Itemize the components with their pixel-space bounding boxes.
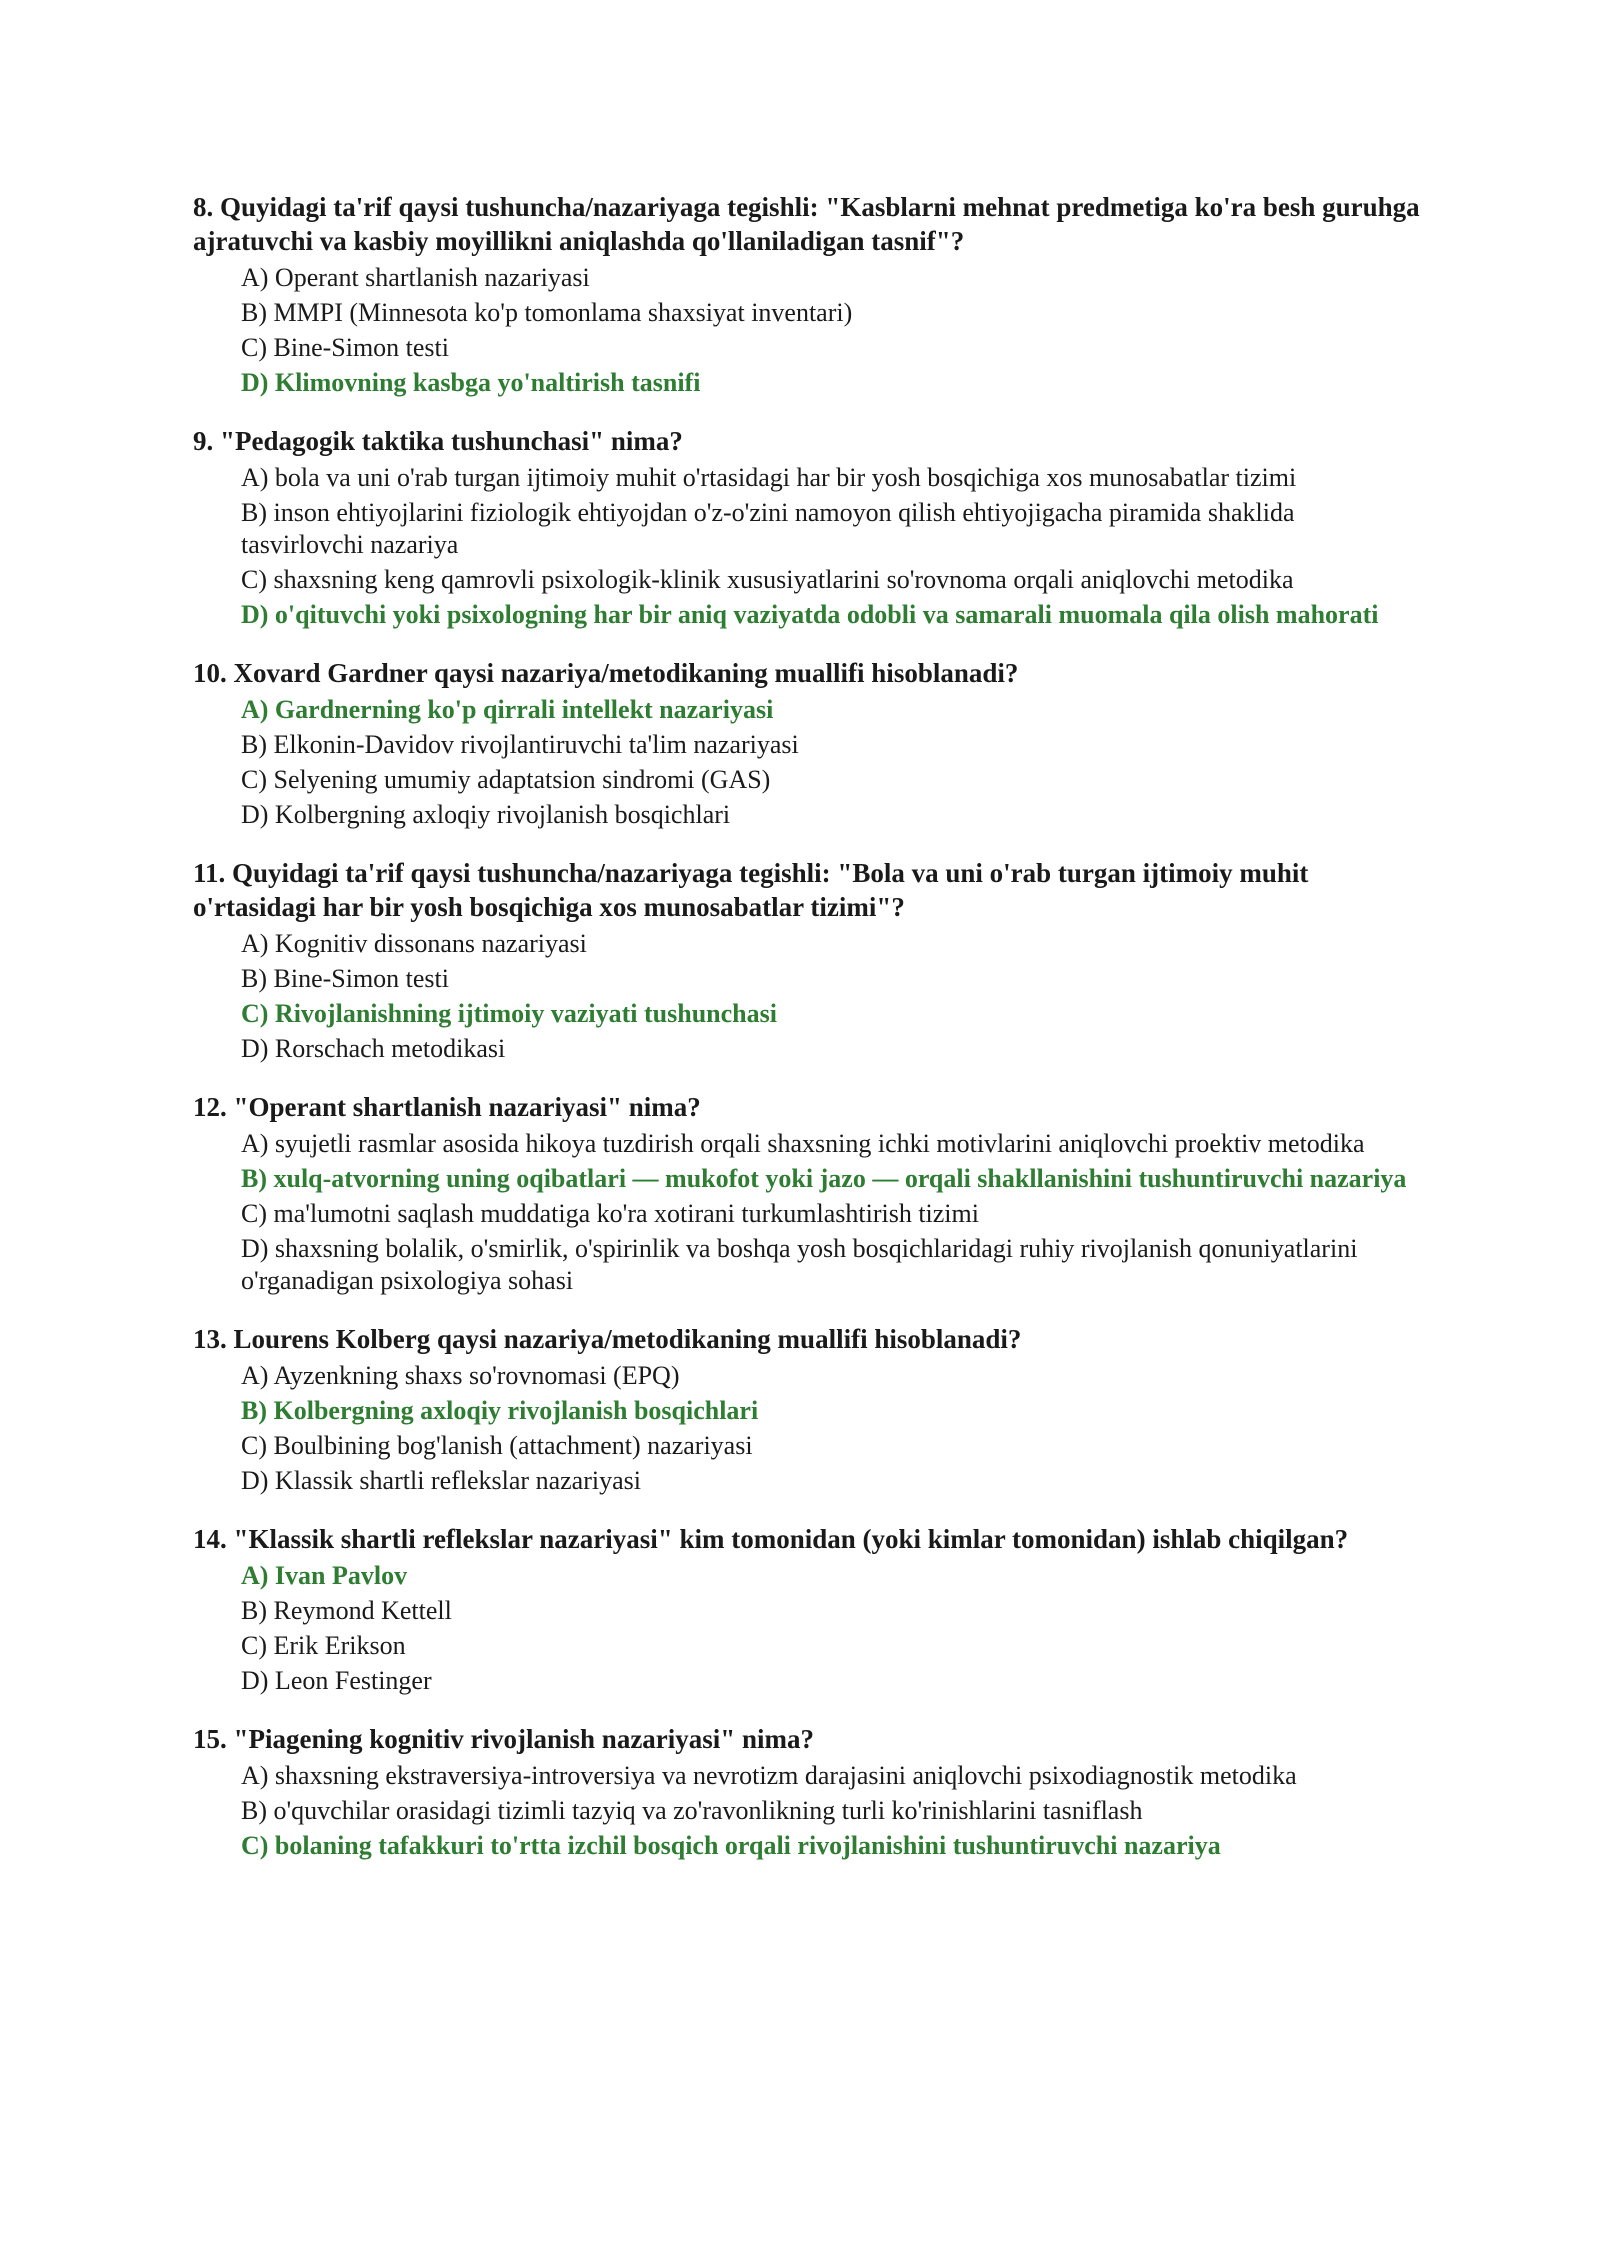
question-title: 12. "Operant shartlanish nazariyasi" nima? <box>193 1092 701 1122</box>
question-8 <box>193 190 1423 399</box>
option-b: B) Elkonin-Davidov rivojlantiruvchi ta'lim nazariyasi <box>241 730 799 759</box>
answer-options <box>193 1560 1423 1697</box>
question-title: 13. Lourens Kolberg qaysi nazariya/metodikaning muallifi hisoblanadi? <box>193 1324 1022 1354</box>
option-b-correct: B) xulq-atvorning uning oqibatlari — mukofot yoki jazo — orqali shakllanishini tushuntiruvchi nazariya <box>241 1164 1407 1193</box>
option-a: A) Operant shartlanish nazariyasi <box>241 263 590 292</box>
question-14 <box>193 1522 1423 1697</box>
option-a: A) syujetli rasmlar asosida hikoya tuzdirish orqali shaxsning ichki motivlarini aniqlovchi proektiv metodika <box>241 1129 1365 1158</box>
option-b-correct: B) Kolbergning axloqiy rivojlanish bosqichlari <box>241 1396 759 1425</box>
question-title: 9. "Pedagogik taktika tushunchasi" nima? <box>193 426 683 456</box>
question-title: 10. Xovard Gardner qaysi nazariya/metodikaning muallifi hisoblanadi? <box>193 658 1019 688</box>
option-b: B) MMPI (Minnesota ko'p tomonlama shaxsiyat inventari) <box>241 298 853 327</box>
option-a-correct: A) Ivan Pavlov <box>241 1561 408 1590</box>
answer-options <box>193 1128 1423 1297</box>
answer-options <box>193 928 1423 1065</box>
option-b: B) inson ehtiyojlarini fiziologik ehtiyojdan o'z-o'zini namoyon qilish ehtiyojigacha piramida shaklida tasvirlovchi nazariya <box>241 498 1295 559</box>
option-a: A) Ayzenkning shaxs so'rovnomasi (EPQ) <box>241 1361 680 1390</box>
answer-options <box>193 1360 1423 1497</box>
question-12 <box>193 1090 1423 1297</box>
option-d: D) Kolbergning axloqiy rivojlanish bosqichlari <box>241 800 731 829</box>
answer-options <box>193 694 1423 831</box>
option-c: C) Bine-Simon testi <box>241 333 449 362</box>
question-title: 15. "Piagening kognitiv rivojlanish nazariyasi" nima? <box>193 1724 815 1754</box>
question-title: 8. Quyidagi ta'rif qaysi tushuncha/nazariyaga tegishli: "Kasblarni mehnat predmetiga ko'ra besh guruhga ajratuvchi va kasbiy moyillikni aniqlashda qo'llaniladigan tasnif"? <box>193 192 1420 256</box>
answer-options <box>193 262 1423 399</box>
question-9 <box>193 424 1423 631</box>
option-a: A) shaxsning ekstraversiya-introversiya va nevrotizm darajasini aniqlovchi psixodiagnostik metodika <box>241 1761 1297 1790</box>
question-15 <box>193 1722 1423 1862</box>
question-10 <box>193 656 1423 831</box>
quiz-page <box>193 190 1423 1887</box>
option-c: C) ma'lumotni saqlash muddatiga ko'ra xotirani turkumlashtirish tizimi <box>241 1199 979 1228</box>
question-13 <box>193 1322 1423 1497</box>
option-a-correct: A) Gardnerning ko'p qirrali intellekt nazariyasi <box>241 695 774 724</box>
option-d: D) Klassik shartli reflekslar nazariyasi <box>241 1466 641 1495</box>
answer-options <box>193 1760 1423 1862</box>
option-c: C) Erik Erikson <box>241 1631 406 1660</box>
question-title: 11. Quyidagi ta'rif qaysi tushuncha/nazariyaga tegishli: "Bola va uni o'rab turgan ijtimoiy muhit o'rtasidagi har bir yosh bosqichiga xos munosabatlar tizimi"? <box>193 858 1309 922</box>
option-d: D) Leon Festinger <box>241 1666 432 1695</box>
option-b: B) Reymond Kettell <box>241 1596 452 1625</box>
answer-options <box>193 462 1423 631</box>
option-a: A) Kognitiv dissonans nazariyasi <box>241 929 587 958</box>
option-b: B) Bine-Simon testi <box>241 964 449 993</box>
option-b: B) o'quvchilar orasidagi tizimli tazyiq va zo'ravonlikning turli ko'rinishlarini tasniflash <box>241 1796 1143 1825</box>
option-c: C) Selyening umumiy adaptatsion sindromi (GAS) <box>241 765 771 794</box>
option-d: D) Rorschach metodikasi <box>241 1034 506 1063</box>
option-c-correct: C) bolaning tafakkuri to'rtta izchil bosqich orqali rivojlanishini tushuntiruvchi nazariya <box>241 1831 1221 1860</box>
option-c-correct: C) Rivojlanishning ijtimoiy vaziyati tushunchasi <box>241 999 777 1028</box>
option-d-correct: D) o'qituvchi yoki psixologning har bir aniq vaziyatda odobli va samarali muomala qila olish mahorati <box>241 600 1379 629</box>
option-c: C) Boulbining bog'lanish (attachment) nazariyasi <box>241 1431 753 1460</box>
question-11 <box>193 856 1423 1065</box>
question-title: 14. "Klassik shartli reflekslar nazariyasi" kim tomonidan (yoki kimlar tomonidan) ishlab chiqilgan? <box>193 1524 1349 1554</box>
option-a: A) bola va uni o'rab turgan ijtimoiy muhit o'rtasidagi har bir yosh bosqichiga xos munosabatlar tizimi <box>241 463 1297 492</box>
option-c: C) shaxsning keng qamrovli psixologik-klinik xususiyatlarini so'rovnoma orqali aniqlovchi metodika <box>241 565 1294 594</box>
option-d: D) shaxsning bolalik, o'smirlik, o'spirinlik va boshqa yosh bosqichlaridagi ruhiy rivojlanish qonuniyatlarini o'rganadigan psixologiya sohasi <box>241 1234 1358 1295</box>
option-d-correct: D) Klimovning kasbga yo'naltirish tasnifi <box>241 368 701 397</box>
